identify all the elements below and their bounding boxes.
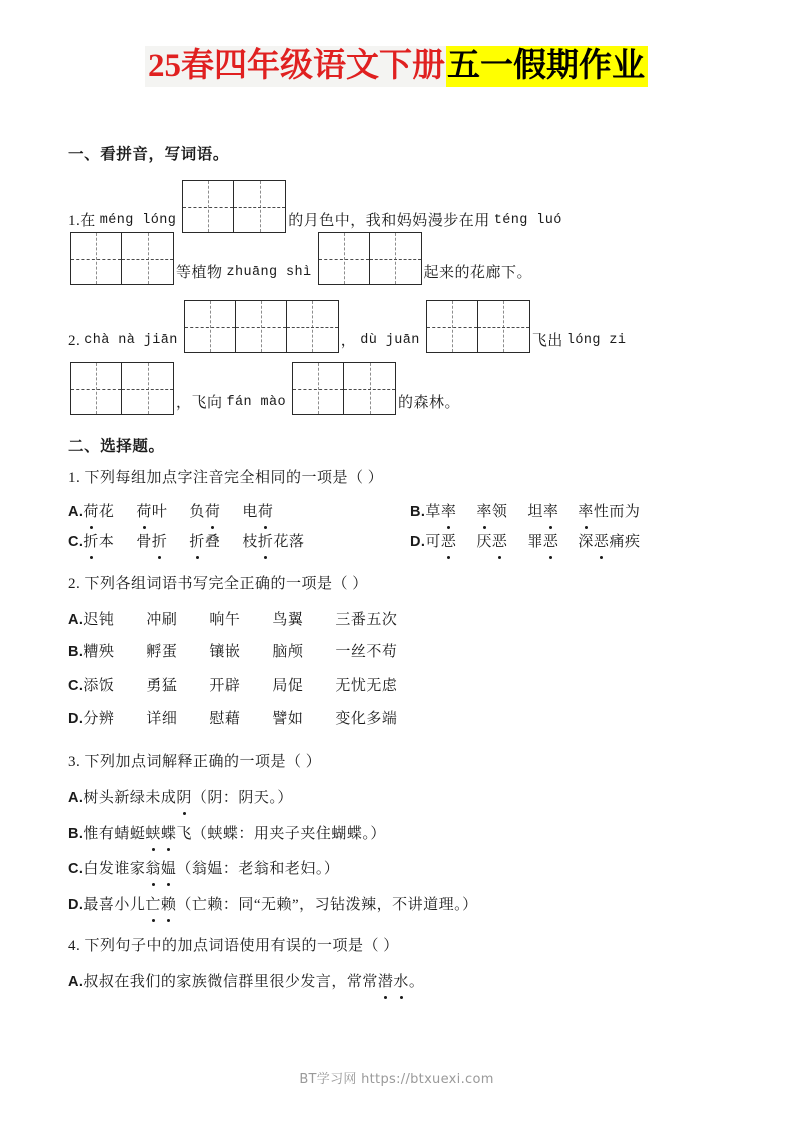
question-3-stem: 3. 下列加点词解释正确的一项是（ ） — [68, 754, 322, 770]
option-item: 响午 — [209, 612, 241, 628]
tianzige-grid[interactable] — [70, 362, 174, 415]
option-letter: C. — [68, 861, 84, 877]
tianzige-grid[interactable] — [426, 300, 530, 353]
q1b-pinyin-1: zhuāng shì — [226, 265, 312, 280]
section-2-heading: 二、选择题。 — [68, 438, 165, 455]
option-item: 勇猛 — [146, 678, 178, 694]
option-item: 脑颅 — [272, 644, 304, 660]
option-letter: A. — [68, 504, 84, 520]
option-post: 飞（蛱蝶：用夹子夹住蝴蝶。） — [176, 826, 386, 842]
q2-option-b[interactable] — [68, 640, 397, 664]
question-4-stem: 4. 下列句子中的加点词语使用有误的一项是（ ） — [68, 938, 399, 954]
option-post: 。 — [408, 974, 425, 990]
option-item: 孵蛋 — [146, 644, 178, 660]
option-pre: 叔叔在我们的家族微信群里很少发言，常常 — [83, 974, 378, 990]
option-pre: 惟有蜻蜓 — [83, 826, 146, 842]
option-letter: A. — [68, 790, 84, 806]
option-item: 无忧无虑 — [335, 678, 398, 694]
option-pre: 最喜小儿 — [83, 897, 146, 913]
option-post: （亡赖：同“无赖”，习钻泼辣，不讲道理。） — [176, 897, 478, 913]
question-1-stem: 1. 下列每组加点字注音完全相同的一项是（ ） — [68, 470, 384, 486]
q2b-text-1: ，飞向 — [176, 395, 223, 411]
tianzige-grid[interactable] — [70, 232, 174, 285]
q1-text-1: 在 — [80, 213, 96, 229]
tianzige-grid[interactable] — [184, 300, 339, 353]
q1-option-d[interactable]: D.可恶 厌恶 罪恶 深恶痛疾 — [410, 530, 640, 554]
q2-option-a[interactable] — [68, 608, 397, 632]
option-letter: C. — [68, 678, 84, 694]
q3-option-c[interactable]: C.白发谁家翁媪（翁媪：老翁和老妇。） — [68, 857, 339, 881]
option-item: 冲刷 — [146, 612, 178, 628]
title-highlight-part: 五一假期作业 — [446, 46, 648, 87]
option-dotted-word: 阴 — [176, 786, 192, 810]
fill-row-2 — [68, 232, 532, 285]
option-item: 糟殃 — [83, 644, 115, 660]
page-title — [0, 44, 793, 88]
option-letter: A. — [68, 612, 84, 628]
tianzige-grid[interactable] — [182, 180, 286, 233]
option-post: （阴：阴天。） — [191, 790, 293, 806]
option-item: 分辨 — [83, 711, 115, 727]
q1-option-a[interactable]: A.荷花 荷叶 负荷 电荷 — [68, 500, 273, 524]
q2-text-1: ， — [340, 333, 357, 349]
tianzige-grid[interactable] — [318, 232, 422, 285]
q2-pinyin-3: lóng zi — [566, 333, 627, 348]
fill-row-3 — [68, 300, 630, 353]
q2-text-2: 飞出 — [531, 333, 563, 349]
q1-option-b[interactable]: B.草率 率领 坦率 率性而为 — [410, 500, 640, 524]
q2-pinyin-1: chà nà jiān — [84, 333, 178, 348]
q1b-text-2: 起来的花廊下。 — [423, 265, 533, 281]
option-post: （翁媪：老翁和老妇。） — [176, 861, 340, 877]
section-1-heading: 一、看拼音，写词语。 — [68, 146, 230, 163]
fill-row-4 — [68, 362, 460, 415]
option-letter: B. — [68, 644, 84, 660]
option-letter: A. — [68, 974, 84, 990]
q2-number: 2. — [68, 333, 81, 349]
title-red-part: 25春四年级语文下册 — [145, 46, 446, 87]
q1-pinyin-1: méng lóng — [99, 213, 177, 228]
option-item: 变化多端 — [335, 711, 398, 727]
q1b-text-1: 等植物 — [176, 265, 223, 281]
question-2-stem: 2. 下列各组词语书写完全正确的一项是（ ） — [68, 576, 368, 592]
option-item: 一丝不苟 — [335, 644, 398, 660]
option-letter: C. — [68, 534, 84, 550]
q3-option-b[interactable]: B.惟有蜻蜓蛱蝶飞（蛱蝶：用夹子夹住蝴蝶。） — [68, 822, 386, 846]
q2-option-c[interactable] — [68, 674, 397, 698]
option-letter: D. — [68, 897, 84, 913]
option-item: 三番五次 — [335, 612, 398, 628]
option-letter: D. — [68, 711, 84, 727]
tianzige-grid[interactable] — [292, 362, 396, 415]
q2-option-d[interactable] — [68, 707, 397, 731]
q1-number: 1. — [68, 213, 81, 229]
option-item: 迟钝 — [83, 612, 115, 628]
option-letter: B. — [410, 504, 426, 520]
q1-option-c[interactable]: C.折本 骨折 折叠 枝折花落 — [68, 530, 304, 554]
option-item: 开辟 — [209, 678, 241, 694]
q3-option-d[interactable]: D.最喜小儿亡赖（亡赖：同“无赖”，习钻泼辣，不讲道理。） — [68, 893, 478, 917]
option-pre: 树头新绿未成 — [83, 790, 177, 806]
q4-option-a[interactable]: A.叔叔在我们的家族微信群里很少发言，常常潜水。 — [68, 970, 424, 994]
q1-pinyin-2: téng luó — [493, 213, 562, 228]
footer-watermark: BT学习网 https://btxuexi.com — [299, 1072, 494, 1087]
option-item: 慰藉 — [209, 711, 241, 727]
q2-pinyin-2: dù juān — [360, 333, 420, 348]
q2b-pinyin-1: fán mào — [226, 395, 287, 410]
option-item: 譬如 — [272, 711, 304, 727]
option-pre: 白发谁家 — [83, 861, 146, 877]
fill-row-1 — [68, 180, 566, 233]
option-item: 局促 — [272, 678, 304, 694]
option-item: 鸟翼 — [272, 612, 304, 628]
option-letter: B. — [68, 826, 84, 842]
q2b-text-2: 的森林。 — [398, 395, 461, 411]
option-item: 详细 — [146, 711, 178, 727]
q3-option-a[interactable] — [68, 786, 293, 810]
option-item: 镶嵌 — [209, 644, 241, 660]
option-letter: D. — [410, 534, 426, 550]
q1-text-2: 的月色中，我和妈妈漫步在用 — [288, 213, 490, 229]
option-item: 添饭 — [83, 678, 115, 694]
